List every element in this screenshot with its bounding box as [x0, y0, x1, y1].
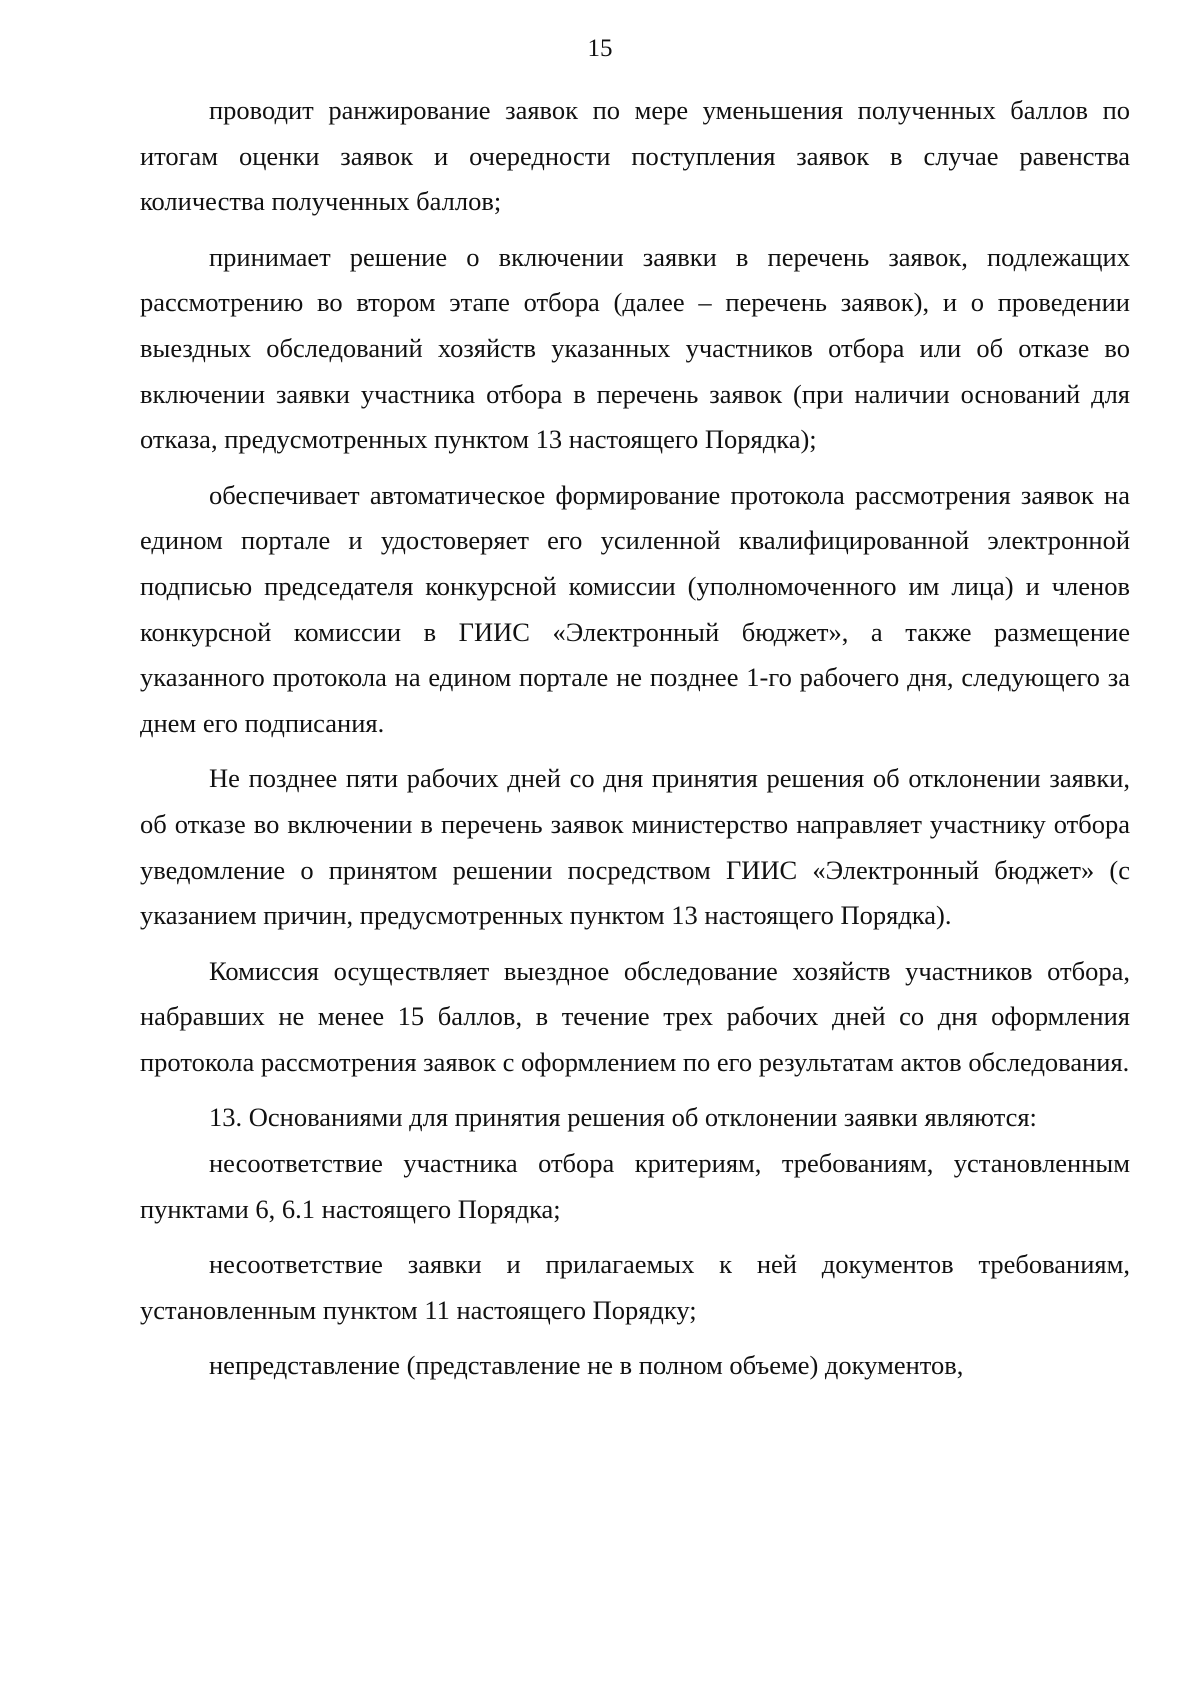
paragraph-ground-documents: несоответствие заявки и прилагаемых к ней документов требованиям, установленным пунктом 11 настоящего Порядку;: [140, 1249, 1130, 1325]
paragraph-inclusion-decision: принимает решение о включении заявки в перечень заявок, подлежащих рассмотрению во втором этапе отбора (далее – перечень заявок), и о проведении выездных обследований хозяйств указанных участников отбора или об отказе во включении заявки участника отбора в перечень заявок (при наличии оснований для отказа, предусмотренных пунктом 13 настоящего Порядка);: [140, 241, 1130, 455]
paragraph-ground-criteria: несоответствие участника отбора критериям, требованиям, установленным пунктами 6, 6.1 настоящего Порядка;: [140, 1148, 1130, 1224]
paragraph-grounds-heading: 13. Основаниями для принятия решения об отклонении заявки являются:: [209, 1102, 1037, 1133]
paragraph-protocol: обеспечивает автоматическое формирование протокола рассмотрения заявок на едином портале и удостоверяет его усиленной квалифицированной электронной подписью председателя конкурсной комиссии (уполномоченного им лица) и членов конкурсной комиссии в ГИИС «Электронный бюджет», а также размещение указанного протокола на едином портале не позднее 1-го рабочего дня, следующего за днем его подписания.: [140, 479, 1130, 738]
document-body: [140, 88, 1130, 1389]
page-number: 15: [587, 35, 613, 62]
paragraph-inspection: Комиссия осуществляет выездное обследование хозяйств участников отбора, набравших не менее 15 баллов, в течение трех рабочих дней со дня оформления протокола рассмотрения заявок с оформлением по его результатам актов обследования.: [140, 955, 1130, 1077]
paragraph-ranking: проводит ранжирование заявок по мере уменьшения полученных баллов по итогам оценки заявок и очередности поступления заявок в случае равенства количества полученных баллов;: [140, 95, 1130, 217]
paragraph-ground-nonsubmission: непредставление (представление не в полном объеме) документов,: [209, 1350, 964, 1381]
paragraph-notification: Не позднее пяти рабочих дней со дня принятия решения об отклонении заявки, об отказе во включении в перечень заявок министерство направляет участнику отбора уведомление о принятом решении посредством ГИИС «Электронный бюджет» (с указанием причин, предусмотренных пунктом 13 настоящего Порядка).: [140, 763, 1130, 931]
